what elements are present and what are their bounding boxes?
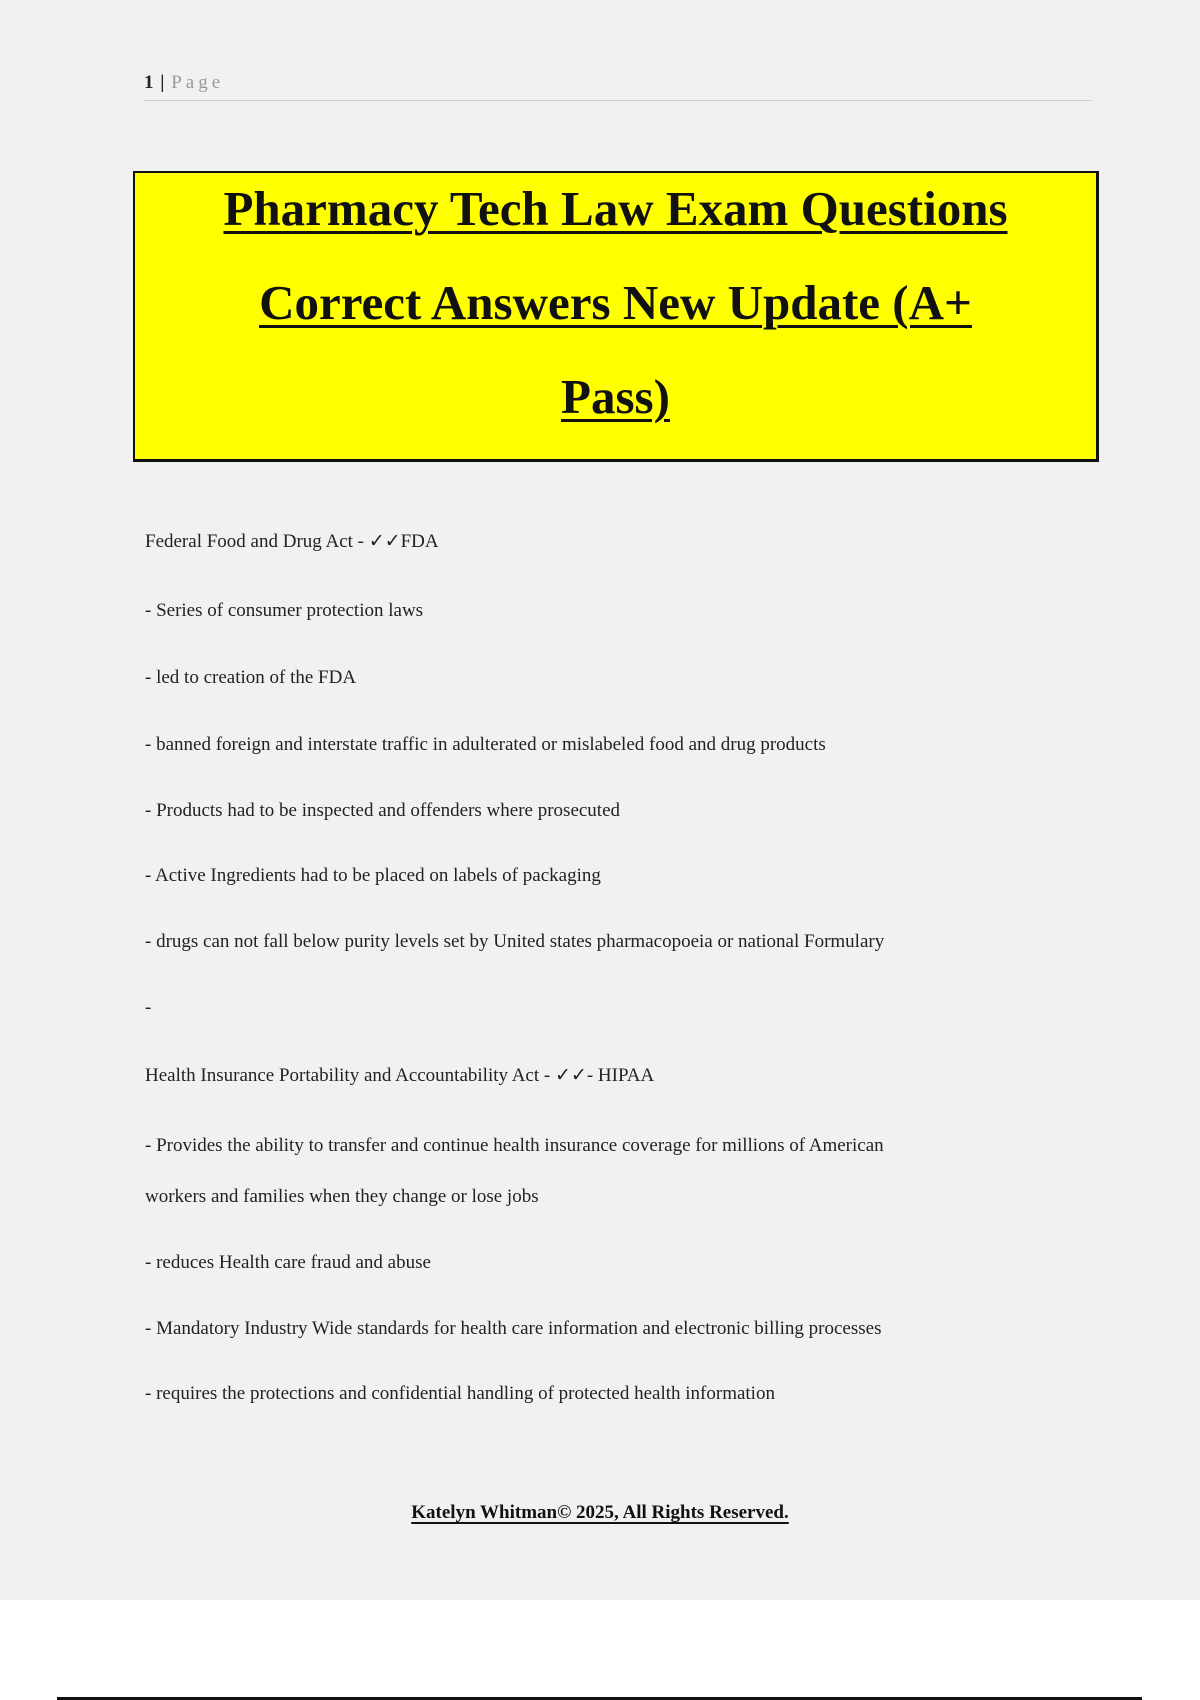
title-line-1: Pharmacy Tech Law Exam Questions (223, 181, 1008, 236)
title-line-3: Pass) (561, 369, 670, 424)
copyright-footer: Katelyn Whitman© 2025, All Rights Reserved. (411, 1502, 789, 1523)
list-item: - Mandatory Industry Wide standards for health care information and electronic billing processes (145, 1318, 882, 1339)
list-item: - drugs can not fall below purity levels set by United states pharmacopoeia or national Formulary (145, 931, 885, 952)
list-item: - Provides the ability to transfer and continue health insurance coverage for millions of American (145, 1135, 884, 1156)
list-item: - (145, 997, 152, 1018)
title-box (133, 171, 1099, 462)
section-heading-fda: Federal Food and Drug Act - ✓✓FDA (145, 531, 439, 552)
title-line-2: Correct Answers New Update (A+ (259, 275, 972, 330)
header-divider (144, 100, 1092, 101)
list-item: - Products had to be inspected and offenders where prosecuted (145, 800, 621, 821)
list-item-continuation: workers and families when they change or lose jobs (145, 1186, 539, 1207)
list-item: - requires the protections and confidential handling of protected health information (145, 1383, 775, 1404)
page-number: 1 (144, 72, 155, 93)
list-item: - banned foreign and interstate traffic in adulterated or mislabeled food and drug products (145, 734, 826, 755)
list-item: - Series of consumer protection laws (145, 600, 424, 621)
page-label: Page (171, 72, 225, 93)
list-item: - led to creation of the FDA (145, 667, 357, 688)
page-separator: | (160, 72, 166, 93)
section-heading-hipaa: Health Insurance Portability and Accountability Act - ✓✓- HIPAA (145, 1065, 655, 1086)
list-item: - Active Ingredients had to be placed on labels of packaging (145, 865, 601, 886)
page-number-header (144, 72, 224, 94)
list-item: - reduces Health care fraud and abuse (145, 1252, 431, 1273)
